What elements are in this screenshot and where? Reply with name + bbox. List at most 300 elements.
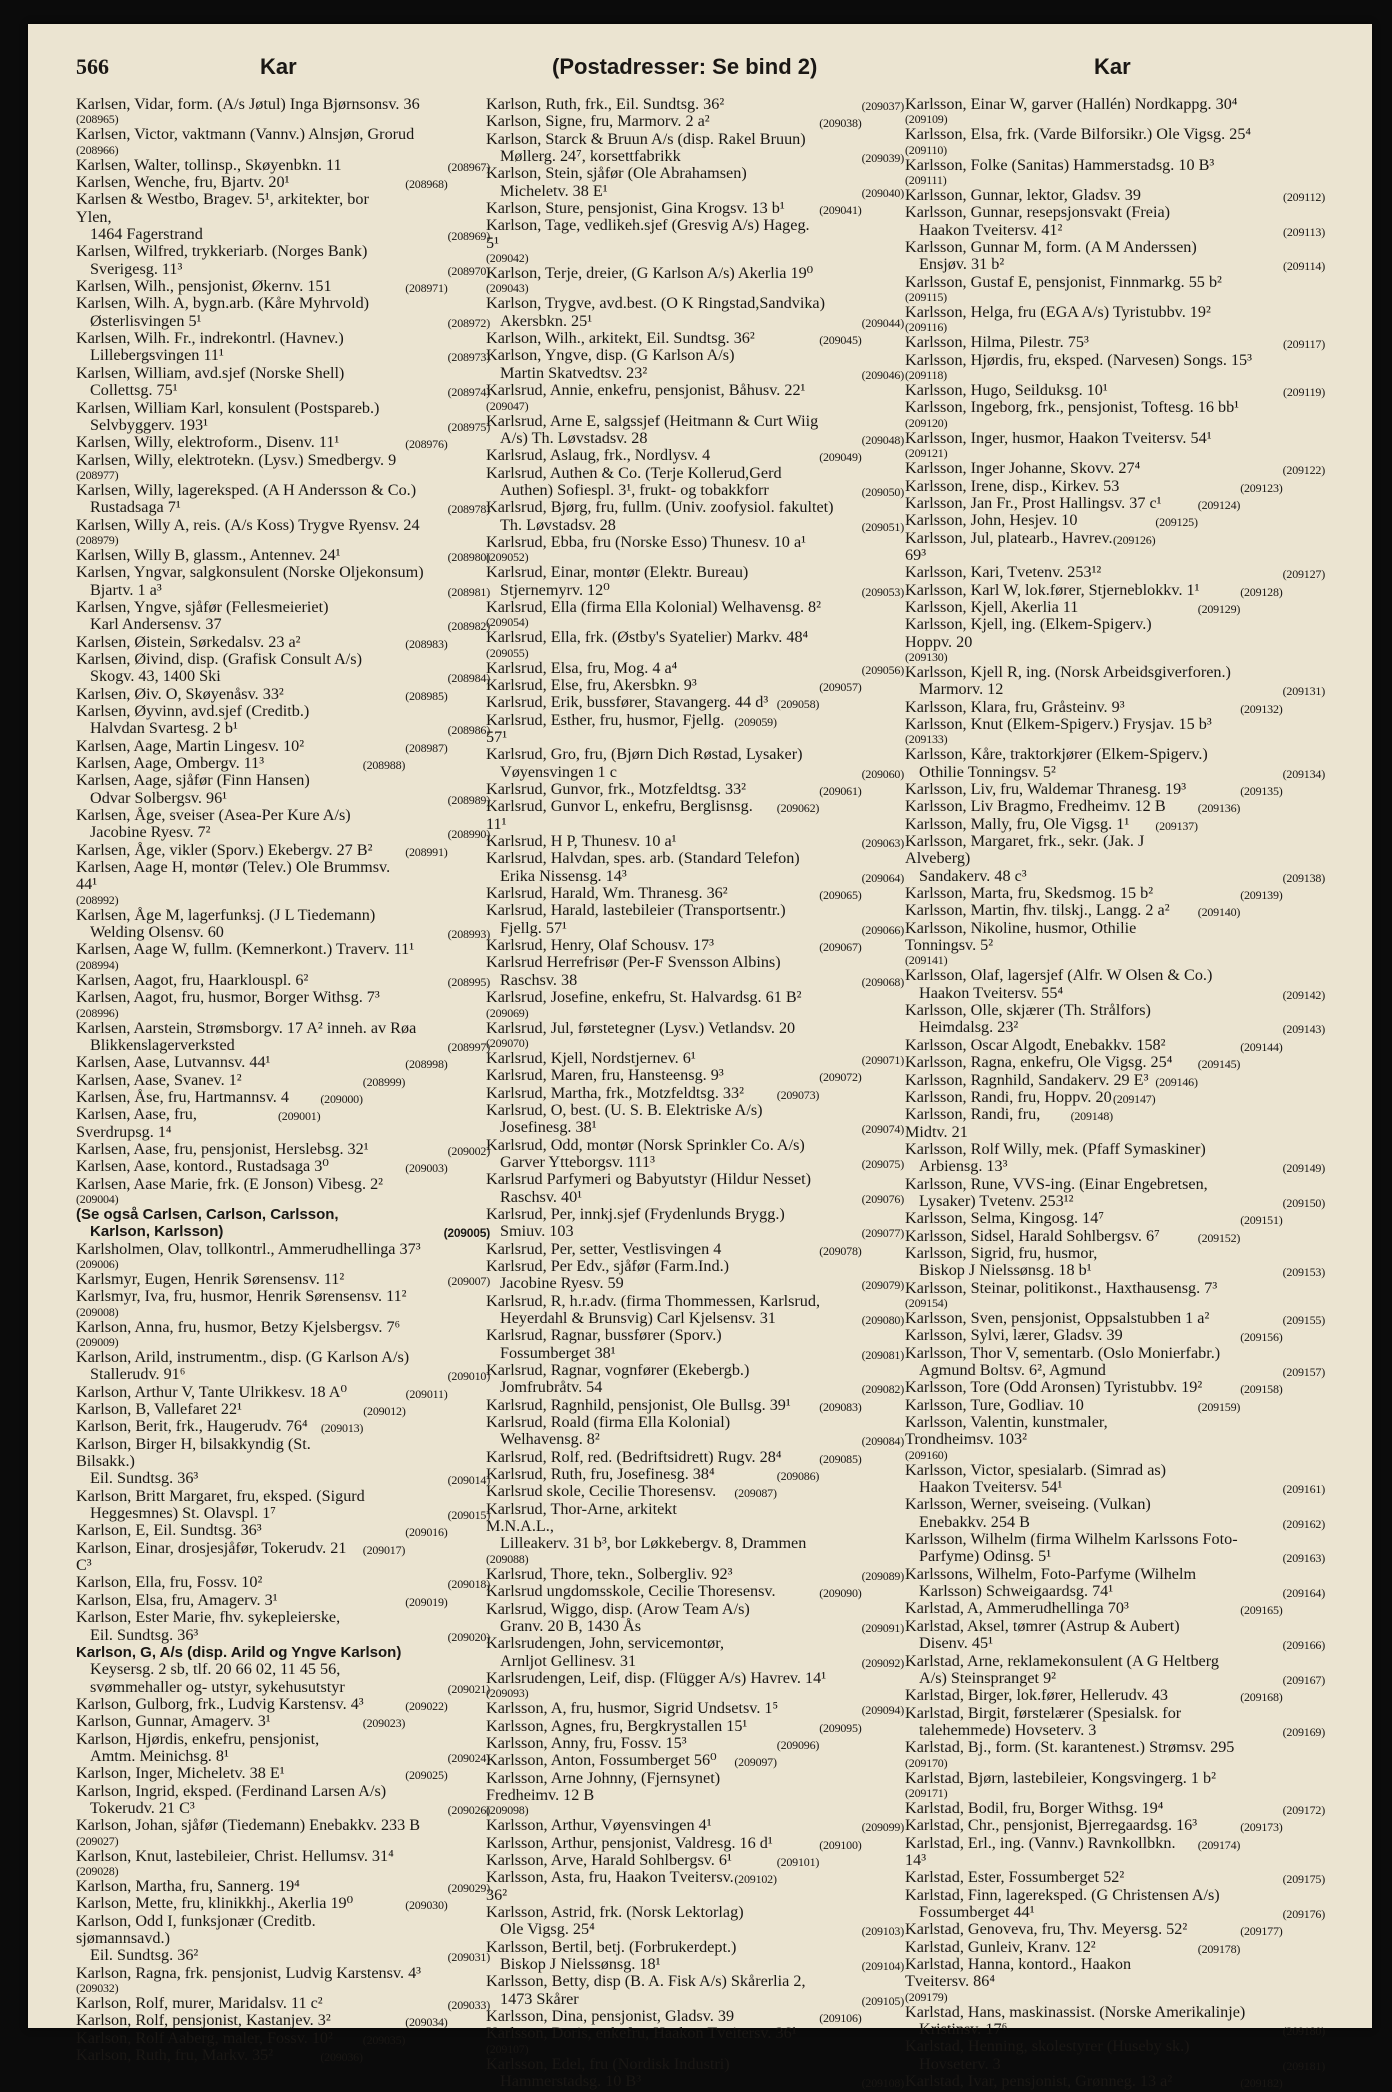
entry-continuation: Fjellg. 57¹ (209066) [486,920,904,937]
directory-entry [905,1887,1325,1922]
column-1 [76,95,490,2065]
entry-number: (209181) [1282,2058,1325,2073]
directory-entry [905,885,1325,902]
entry-number: (209160) [905,1447,948,1462]
directory-entry [486,347,904,382]
entry-number: (208975) [447,419,490,434]
entry-name: Karlsson, Selma, Kingosg. 14⁷ [905,1209,1104,1228]
directory-entry [76,1895,490,1912]
entry-number: (209053) [861,584,904,599]
directory-entry [76,1106,490,1141]
entry-name: Karlsrud, Thore, tekn., Solbergliv. 92³ [486,1564,733,1583]
entry-continuation: Granv. 20 B, 1430 Ås (209091) [486,1618,904,1635]
header-right-keyword: Kar [1094,54,1131,79]
entry-number: (209082) [861,1382,904,1397]
entry-number: (209095) [819,1720,862,1735]
directory-entry [486,1137,904,1172]
entry-name: Karlson, Stein, sjåfør (Ole Abrahamsen) [486,164,747,183]
directory-entry [486,1327,904,1362]
entry-name: Karlson, Odd I, funksjonær (Creditb. sjømannsavd.) [76,1911,316,1947]
directory-entry [486,1483,904,1500]
entry-number: (209092) [861,1655,904,1670]
entry-continuation: Welding Olsensv. 60 (208993) [76,924,490,941]
entry-number: (208967) [447,159,490,174]
entry-name: Karlsson, Dina, pensjonist, Gladsv. 39 [486,2007,735,2026]
entry-continuation: Rustadsaga 7¹ (208978) [76,499,490,516]
entry-number: (209037) [861,99,904,113]
directory-entry [76,278,490,295]
entry-number: (209111) [905,173,947,188]
directory-entry [486,937,904,954]
entry-number: (209085) [819,1451,862,1466]
entry-number: (209168) [1240,1690,1283,1705]
entry-continuation: Fossumberget 44¹ (209176) [905,1904,1325,1921]
entry-number: (208988) [362,758,406,773]
entry-number: (209030) [405,1898,448,1913]
directory-entry [76,599,490,634]
entry-name: Karlson, G, A/s (disp. Arild og Yngve Karlson) [76,1643,402,1661]
directory-entry [486,902,904,937]
entry-number: (209140) [1197,905,1241,920]
entry-number: (209020) [447,1629,490,1644]
directory-entry [76,1817,490,1847]
entry-number: (208968) [405,177,448,192]
entry-name: Karlsen, Åge, sveiser (Asea-Per Kure A/s) [76,806,351,825]
entry-name: Karlsen, Aage, Martin Lingesv. 10² [76,736,305,755]
entry-name: Karlson, Wilh., arkitekt, Eil. Sundtsg. 36² [486,329,755,348]
directory-entry [76,126,490,156]
directory-entry [486,694,904,711]
entry-number: (209084) [861,1434,904,1449]
entry-continuation: Selvbyggerv. 193¹ (208975) [76,417,490,434]
directory-entry [905,1462,1325,1497]
entry-number: (209044) [861,315,904,330]
entry-number: (208997) [447,1039,490,1054]
directory-entry [76,634,490,651]
entry-continuation: Heimdalsg. 23² (209143) [905,1019,1325,1036]
entry-continuation: talehemmede) Hovseterv. 3 (209169) [905,1722,1325,1739]
entry-number: (208970) [447,263,490,278]
entry-number: (209143) [1282,1022,1325,1037]
entry-name: Karlsson, Ragna, enkefru, Ole Vigsg. 25⁴ [905,1053,1173,1072]
directory-entry [486,534,904,564]
entry-number: (209118) [905,368,947,383]
entry-name: Karlson, Ruth, fru, Markv. 35² [76,2046,274,2065]
entry-name: Karlsrud, Kjell, Nordstjernev. 6¹ [486,1048,696,1067]
entry-name: Karlson, E, Eil. Sundtsg. 36³ [76,1521,262,1540]
entry-name: Karlsrud Herrefrisør (Per-F Svensson Albins) [486,953,781,972]
column-2 [486,95,904,2091]
entry-number: (209007) [447,1273,490,1288]
directory-entry [486,1670,904,1700]
entry-name: Karlsson, Karl W, lok.fører, Stjerneblokkv. 1¹ [905,580,1200,599]
entry-number: (209103) [861,1924,904,1939]
entry-number: (209041) [819,203,862,218]
directory-entry [486,781,904,798]
entry-number: (209063) [861,836,904,851]
entry-number: (209042) [486,251,529,266]
directory-entry [486,330,904,347]
entry-name: Karlson, Yngve, disp. (G Karlson A/s) [486,346,735,365]
entry-number: (209067) [819,940,862,955]
entry-number: (209180) [1282,2024,1325,2039]
entry-name: Karlsson, Gustaf E, pensjonist, Finnmarkg. 55 b² [905,272,1222,291]
entry-number: (209164) [1282,1586,1325,1601]
entry-number: (209177) [1240,1924,1283,1939]
entry-name: Karlson, Ester Marie, fhv. sykepleierske, [76,1608,341,1627]
entry-name: Karlsson, Hjørdis, fru, eksped. (Narvesen) Songs. 15³ [905,350,1252,369]
entry-number: (209172) [1282,1802,1325,1817]
directory-entry [905,1956,1325,2004]
entry-name: Karlsrud, Henry, Olaf Schousv. 17³ [486,936,714,955]
directory-entry [905,564,1325,581]
entry-continuation: Jomfrubråtv. 54 (209082) [486,1379,904,1396]
entry-number: (209057) [819,679,862,694]
entry-number: (209094) [861,1703,904,1718]
directory-entry [486,1852,904,1869]
entry-number: (209056) [861,662,904,677]
entry-name: Karlson, Arthur V, Tante Ulrikkesv. 18 A⁰ [76,1382,347,1401]
entry-name: Karlsrud, Per, innkj.sjef (Frydenlunds Brygg.) [486,1204,785,1223]
entry-name: Karlsson, Arthur, pensjonist, Valdresg. 16 d¹ [486,1833,773,1852]
entry-number: (209068) [861,974,904,989]
entry-number: (209060) [861,766,904,781]
entry-name: Karlstad, Erl., ing. (Vannv.) Ravnkollbkn. 14³ [905,1833,1176,1869]
directory-entry [486,1085,904,1102]
entry-number: (209088) [486,1551,529,1566]
directory-entry [905,1869,1325,1886]
entry-name: Karlsrud, Josefine, enkefru, St. Halvardsg. 61 B² [486,988,802,1007]
entry-number: (209120) [905,415,948,430]
directory-entry [905,304,1325,334]
entry-name: Karlson, Martha, fru, Sannerg. 19⁴ [76,1876,300,1895]
entry-name: Karlsson, Ingeborg, frk., pensjonist, Toftesg. 16 bb¹ [905,398,1240,417]
directory-entry [905,382,1325,399]
directory-entry [486,1973,904,2008]
entry-name: Karlsen, William Karl, konsulent (Postspareb.) [76,398,380,417]
entry-continuation: Othilie Tonningsv. 5² (209134) [905,764,1325,781]
directory-entry [76,1574,490,1591]
entry-name: Karlson, Sture, pensjonist, Gina Krogsv. 13 b¹ [486,199,785,218]
entry-continuation: Ole Vigsg. 25⁴ (209103) [486,1921,904,1938]
entry-name: Karlsrud, R, h.r.adv. (firma Thommessen, Karlsrud, [486,1291,821,1310]
directory-entry [905,1228,1325,1245]
entry-number: (209124) [1197,497,1241,512]
directory-entry [905,126,1325,156]
entry-name: Karlsrud, Per, setter, Vestlisvingen 4 [486,1239,722,1258]
directory-entry [76,1848,490,1878]
entry-number: (209155) [1282,1312,1325,1327]
entry-name: Karlstad, Bj., form. (St. karantenest.) Strømsv. 295 [905,1738,1235,1757]
entry-name: Karlstad, Arne, reklamekonsulent (A G Heltberg [905,1651,1219,1670]
directory-entry [486,382,904,412]
entry-number: (209039) [861,151,904,166]
directory-entry [76,807,490,842]
entry-number: (209055) [486,645,529,660]
directory-entry [486,131,904,166]
page-number: 566 [76,54,109,79]
entry-number: (209161) [1282,1482,1325,1497]
entry-name: Karlstad, Genoveva, fru, Thv. Meyersg. 52² [905,1920,1188,1939]
entry-continuation: Karl Andersensv. 37 (208982) [76,616,490,633]
directory-entry [486,1362,904,1397]
entry-continuation: Lilleakerv. 31 b³, bor Løkkebergv. 8, Drammen [500,1534,807,1553]
entry-name: Karlsrud, Harald, Wm. Thranesg. 36² [486,884,728,903]
entry-name: Karlstad, Bodil, fru, Borger Withsg. 19⁴ [905,1798,1164,1817]
entry-name: Karlsen, Aage, Ombergv. 11³ [76,754,265,773]
directory-entry [486,798,904,833]
entry-number: (208994) [76,957,119,972]
column-3 [905,95,1325,2091]
entry-name: Karlsrud, Halvdan, spes. arb. (Standard Telefon) [486,849,800,868]
entry-name: Karlson, Elsa, fru, Amagerv. 3¹ [76,1590,278,1609]
directory-entry [905,1345,1325,1380]
entry-continuation: Authen) Sofiespl. 3¹, frukt- og tobakkforr (209050) [486,482,904,499]
directory-entry [905,1414,1325,1462]
entry-name: Karlsson, Tore (Odd Aronsen) Tyristubbv. 19² [905,1378,1203,1397]
directory-entry [486,200,904,217]
entry-name: Karlsson, Sidsel, Harald Sohlbergsv. 6⁷ [905,1226,1160,1245]
entry-name: Karlstad, Birger, lok.fører, Hellerudv. 43 [905,1686,1169,1705]
directory-entry [486,1770,904,1818]
entry-number: (208977) [76,467,119,482]
entry-name: Karlsrud, Roald (firma Ella Kolonial) [486,1413,731,1432]
entry-number: (209156) [1240,1330,1283,1345]
entry-name: Karlson, Mette, fru, klinikkhj., Akerlia 19⁰ [76,1894,354,1913]
directory-entry [486,265,904,295]
entry-number: (209179) [905,1989,948,2004]
entry-continuation: Eil. Sundtsg. 36³ (209014) [76,1470,490,1487]
directory-entry [76,1965,490,1995]
entry-number: (209069) [486,1005,529,1020]
entry-name: Karlsson, Gunnar, resepsjonsvakt (Freia) [905,203,1171,222]
directory-entry [76,989,490,1019]
entry-name: Karlsen, Willy, elektrotekn. (Lysv.) Smedbergv. 9 [76,450,397,469]
directory-entry [76,1644,490,1679]
entry-number: (209076) [861,1191,904,1206]
entry-number: (209031) [447,1950,490,1965]
entry-number: (209009) [76,1335,119,1349]
directory-entry [76,1089,490,1106]
directory-entry [486,2008,904,2025]
entry-name: Karlsrud, Aslaug, frk., Nordlysv. 4 [486,446,711,465]
directory-entry [76,1349,490,1384]
entry-name: Karlsson, Betty, disp (B. A. Fisk A/s) Skårerlia 2, [486,1972,806,1991]
entry-name: Karlsson, Sven, pensjonist, Oppsalstubben 1 a² [905,1308,1210,1327]
entry-number: (209014) [447,1473,490,1488]
entry-number: (208995) [447,974,490,989]
entry-number: (209017) [362,1542,406,1557]
entry-number: (209028) [76,1863,119,1878]
entry-name: Karlsrud, Esther, fru, husmor, Fjellg. 57¹ [486,710,725,746]
entry-continuation: A/s) Th. Løvstadsv. 28 (209048) [486,430,904,447]
entry-number: (209003) [405,1161,448,1176]
entry-name: Karlsen, Yngvar, salgkonsulent (Norske Oljekonsum) [76,563,424,582]
directory-entry [905,2004,1325,2039]
entry-number: (208969) [447,229,490,244]
entry-continuation: Eil. Sundtsg. 36² (209031) [76,1947,490,1964]
entry-number: (209070) [486,1035,529,1050]
entry-continuation: Lysaker) Tvetenv. 253¹² (209150) [905,1193,1325,1210]
directory-page [28,24,1372,2091]
directory-entry [905,1618,1325,1653]
entry-continuation: Biskop J Nielssønsg. 18¹ (209104) [486,1956,904,1973]
entry-name: Karlson, Inger, Micheletv. 38 E¹ [76,1764,285,1783]
entry-name: Karlsrud, Authen & Co. (Terje Kollerud,Gerd [486,463,782,482]
directory-entry [76,1436,490,1488]
entry-number: (209153) [1282,1265,1325,1280]
entry-number: (209113) [1283,224,1325,239]
directory-entry [486,989,904,1019]
entry-continuation: Welhavensg. 8² (209084) [486,1431,904,1448]
entry-name: Karlsson, Randi, fru, Midtv. 21 [905,1105,1041,1141]
entry-number: (209167) [1282,1672,1325,1687]
entry-name: (Se også Carlsen, Carlson, Carlsson, [76,1205,339,1223]
entry-number: (209074) [861,1122,904,1137]
entry-number: (209163) [1282,1551,1325,1566]
directory-entry [905,599,1325,616]
directory-entry [76,2030,490,2047]
entry-number: (209006) [76,1256,119,1271]
entry-number: (208985) [405,688,448,703]
entry-number: (208982) [447,619,490,634]
directory-entry [905,478,1325,495]
directory-entry [76,365,490,400]
entry-name: Karlsson, Victor, spesialarb. (Simrad as) [905,1460,1167,1479]
entry-number: (209075) [861,1156,904,1171]
entry-continuation: Raschsv. 40¹ (209076) [486,1189,904,1206]
directory-entry [905,582,1325,599]
directory-entry [76,703,490,738]
entry-number: (209048) [861,432,904,447]
entry-number: (209032) [76,1981,119,1996]
entry-continuation: Halvdan Svartesg. 2 b¹ (208986) [76,720,490,737]
entry-name: Karlsrudengen, Leif, disp. (Flügger A/s) Havrev. 14¹ [486,1668,827,1687]
entry-number: (209054) [486,615,529,630]
entry-number: (208980) [447,549,490,564]
directory-entry [905,352,1325,382]
entry-name: Karlsen, Wilfred, trykkeriarb. (Norges Bank) [76,242,368,261]
directory-entry [905,1566,1325,1601]
directory-entry [76,482,490,517]
directory-entry [905,1739,1325,1769]
directory-entry [905,1037,1325,1054]
directory-entry [905,187,1325,204]
directory-entry [486,1601,904,1636]
directory-entry [905,1327,1325,1344]
directory-entry [905,746,1325,781]
entry-continuation: Haakon Tveitersv. 55⁴ (209142) [905,985,1325,1002]
directory-entry [76,243,490,278]
entry-name: Karlsrud, Bjørg, fru, fullm. (Univ. zoofysiol. fakultet) [486,498,834,517]
directory-entry [76,1913,490,1965]
directory-entry [76,295,490,330]
directory-entry [76,1679,490,1696]
entry-name: Karlsson, Bertil, betj. (Forbrukerdept.) [486,1937,737,1956]
entry-continuation: Arnljot Gellinesv. 31 (209092) [486,1653,904,1670]
directory-entry [486,1718,904,1735]
entry-name: Karlson, Ragna, frk. pensjonist, Ludvig Karstensv. 4³ [76,1963,422,1982]
directory-entry [486,447,904,464]
entry-name: Karlson, Signe, fru, Marmorv. 2 a² [486,112,710,131]
entry-continuation: Agmund Boltsv. 6², Agmund (209157) [905,1362,1325,1379]
entry-name: Karlsson, Steinar, politikonst., Haxthausensg. 7³ [905,1278,1218,1297]
directory-entry [76,651,490,686]
directory-entry [905,664,1325,699]
entry-continuation: Odvar Solbergsv. 96¹ (208989) [76,790,490,807]
entry-number: (209158) [1240,1382,1283,1397]
entry-number: (209000) [320,1091,363,1106]
directory-entry [76,1540,490,1575]
directory-entry [905,1245,1325,1280]
directory-entry [76,1609,490,1644]
directory-entry [486,1869,904,1904]
entry-name: Karlsen, Åse, fru, Hartmannsv. 4 [76,1087,289,1106]
directory-entry [486,1939,904,1974]
directory-entry [486,1241,904,1258]
directory-entry [76,1176,490,1206]
entry-name: Karlson, Terje, dreier, (G Karlson A/s) Akerlia 19⁰ [486,264,814,283]
entry-continuation: Blikkenslagerverksted (208997) [76,1037,490,1054]
directory-entry [905,1600,1325,1617]
entry-number: (209106) [819,2011,862,2026]
entry-name: Karlson, Berit, frk., Haugerudv. 76⁴ [76,1417,308,1436]
entry-continuation: 1473 Skårer (209105) [486,1991,904,2008]
entry-name: Karlson, Britt Margaret, fru, eksped. (Sigurd [76,1486,365,1505]
entry-name: Karlsson, Olle, skjærer (Th. Strålfors) [905,1001,1151,1020]
entry-number: (209027) [76,1833,119,1848]
entry-name: Karlsson, Kåre, traktorkjører (Elkem-Spigerv.) [905,745,1208,764]
directory-entry [905,699,1325,716]
entry-number: (209011) [405,1386,448,1401]
entry-number: (209102) [734,1872,777,1887]
entry-number: (209065) [819,888,862,903]
entry-name: Karlson, Trygve, avd.best. (O K Ringstad,Sandvika) [486,294,826,313]
entry-name: Karlsen, Walter, tollinsp., Skøyenbkn. 11 [76,155,342,174]
entry-number: (209052) [486,550,529,565]
directory-entry [76,972,490,989]
directory-entry [905,781,1325,798]
entry-number: (209050) [861,484,904,499]
directory-entry [76,547,490,564]
entry-continuation: Lillebergsvingen 11¹ (208973) [76,347,490,364]
entry-number: (209127) [1282,567,1325,582]
entry-name: Karlsson, Rune, VVS-ing. (Einar Engebretsen, [905,1174,1208,1193]
entry-number: (209105) [861,1993,904,2008]
entry-name: Karlssons, Wilhelm, Foto-Parfyme (Wilhelm [905,1564,1197,1583]
entry-name: Karlsrud, Jul, førstetegner (Lysv.) Vetlandsv. 20 [486,1018,796,1037]
directory-entry [76,2047,490,2064]
entry-name: Karlson, Starck & Bruun A/s (disp. Rakel Bruun) [486,129,806,148]
directory-entry [486,1449,904,1466]
directory-entry [486,564,904,599]
entry-number: (209051) [861,519,904,534]
entry-name: Karlstad, Henning, skolestyrer (Huseby sk.) [905,2037,1190,2056]
entry-number: (208993) [447,927,490,942]
directory-entry [905,1280,1325,1310]
entry-name: Karlsrud, Maren, fru, Hansteensg. 9³ [486,1066,724,1085]
entry-number: (209024) [447,1750,490,1765]
entry-continuation: Fossumberget 38¹ (209081) [486,1345,904,1362]
entry-name: Karlsrud, Ragnar, vognfører (Ekebergb.) [486,1361,750,1380]
directory-entry [905,1141,1325,1176]
entry-number: (209142) [1282,987,1325,1002]
entry-name: Karlsen, Vidar, form. (A/s Jøtul) Inga Bjørnsonsv. 36 [76,95,420,113]
directory-entry [76,1995,490,2012]
entry-number: (209182) [1240,2076,1283,2091]
directory-entry [905,530,1325,565]
entry-name: Karlsen, Willy B, glassm., Antennev. 24¹ [76,545,341,564]
